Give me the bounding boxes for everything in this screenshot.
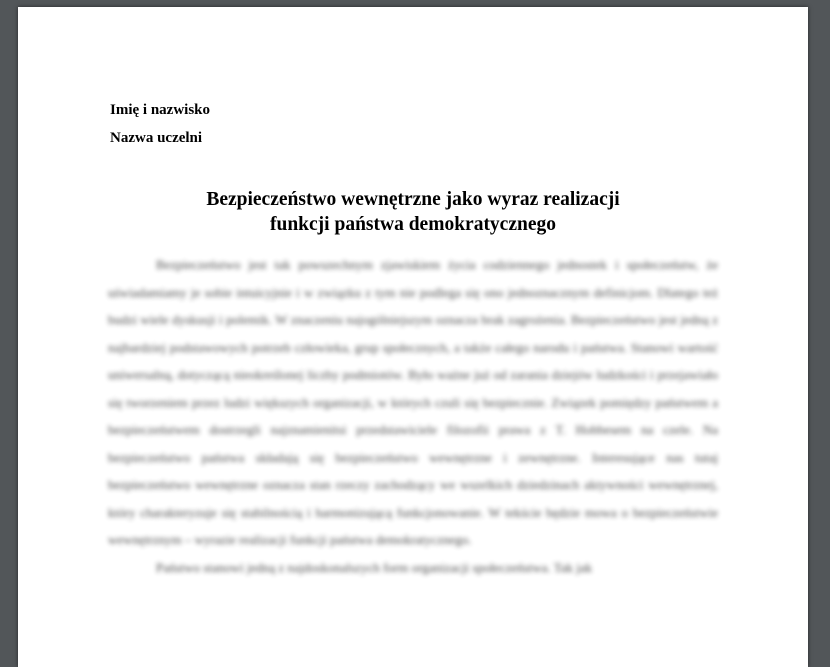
document-page xyxy=(18,7,808,667)
university-name: Nazwa uczelni xyxy=(110,130,203,146)
title-line-2: funkcji państwa demokratycznego xyxy=(270,214,556,235)
title-line-1: Bezpieczeństwo wewnętrzne jako wyraz realizacji xyxy=(206,189,620,210)
body-paragraph-2: Państwo stanowi jedną z najdoskonalszych form organizacji społeczeństwa. Tak jak xyxy=(156,559,593,575)
author-name: Imię i nazwisko xyxy=(110,102,211,118)
document-title xyxy=(18,187,808,237)
body-paragraph-1: Bezpieczeństwo jest tak powszechnym zjawiskiem życia codziennego jednostek i społeczeństw, że uświadamiamy je sobie intuicyjnie i w związku z tym nie podlega się ono jednoznacznym definicjom. Dlatego też budzi wiele dyskusji i polemik. W znaczeniu najogólniejszym oznacza brak zagrożenia. Bezpieczeństwo jest jedną z najbardziej podstawowych potrzeb człowieka, grup społecznych, a także całego narodu i państwa. Stanowi wartość uniwersalną, dotyczącą nieokreślonej liczby podmiotów. Było ważne już od zarania dziejów ludzkości i przejawiało się tworzeniem przez ludzi większych organizacji, w których czuli się bezpiecznie. Związek pomiędzy państwem a bezpieczeństwem dostrzegli najznamienitsi przedstawiciele filozofii prawa z T. Hobbesem na czele. Na bezpieczeństwo państwa składają się bezpieczeństwo wewnętrzne i zewnętrzne. Interesujące nas tutaj bezpieczeństwo wewnętrzne oznacza stan rzeczy zachodzący we wszelkich dziedzinach aktywności wewnętrznej, który charakteryzuje się stabilnością i harmonizującą funkcjonowanie. W tekście będzie mowa o bezpieczeństwie wewnętrznym – wyrazie realizacji funkcji państwa demokratycznego. xyxy=(108,257,718,547)
document-body xyxy=(108,251,718,581)
